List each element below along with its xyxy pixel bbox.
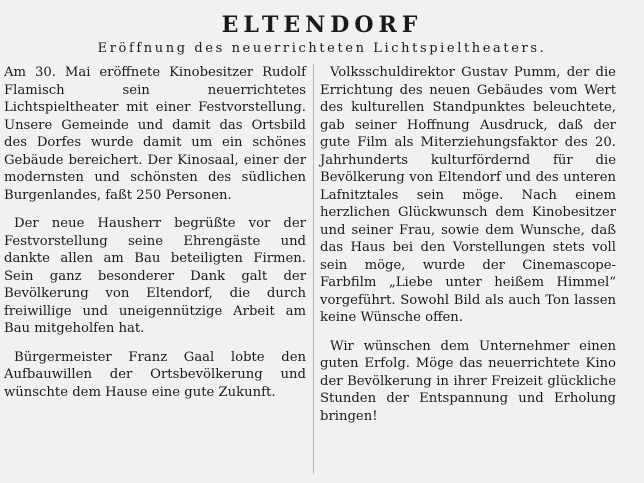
paragraph: Bürgermeister Franz Gaal lobte den Aufbauwillen der Ortsbevölkerung und wünschte dem Hause eine gute Zukunft. xyxy=(4,349,306,400)
paragraph: Der neue Hausherr begrüßte vor der Festvorstellung seine Ehrengäste und dankte allen am Bau beteiligten Firmen. Sein ganz besonderer Dank galt der Bevölkerung von Eltendorf, die durch freiwillige und uneigennützige Arbeit am Bau mitgeholfen hat. xyxy=(4,216,306,336)
paragraph: Wir wünschen dem Unternehmer einen guten Erfolg. Möge das neuerrichtete Kino der Bevölkerung in ihrer Freizeit glückliche Stunden der Entspannung und Erholung bringen! xyxy=(320,338,616,424)
paragraph: Volksschuldirektor Gustav Pumm, der die Errichtung des neuen Gebäudes vom Wert des kulturellen Standpunktes beleuchtete, gab seiner Hoffnung Ausdruck, daß der gute Film als Miterziehungsfaktor des 20. Jahrhunderts kulturfördernd für die Bevölkerung von Eltendorf und des unteren Lafnitztales sein möge. Nach einem herzlichen Glückwunsch dem Kinobesitzer und seiner Frau, sowie dem Wunsche, daß das Haus bei den Vorstellungen stets voll sein möge, wurde der Cinemascope-Farbfilm „Liebe unter heißem Himmel“ vorgeführt. Sowohl Bild als auch Ton lassen keine Wünsche offen. xyxy=(320,65,616,325)
right-column xyxy=(320,64,616,436)
article-headline: ELTENDORF xyxy=(221,12,423,38)
paragraph: Am 30. Mai eröffnete Kinobesitzer Rudolf Flamisch sein neuerrichtetes Lichtspieltheater mit einer Festvorstellung. Unsere Gemeinde und damit das Ortsbild des Dorfes wurde damit um ein schönes Gebäude bereichert. Der Kinosaal, einer der modernsten und schönsten des südlichen Burgenlandes, faßt 250 Personen. xyxy=(4,65,306,203)
article-subheadline: Eröffnung des neuerrichteten Lichtspieltheaters. xyxy=(97,41,547,56)
left-column xyxy=(4,64,306,412)
column-divider xyxy=(313,64,314,474)
